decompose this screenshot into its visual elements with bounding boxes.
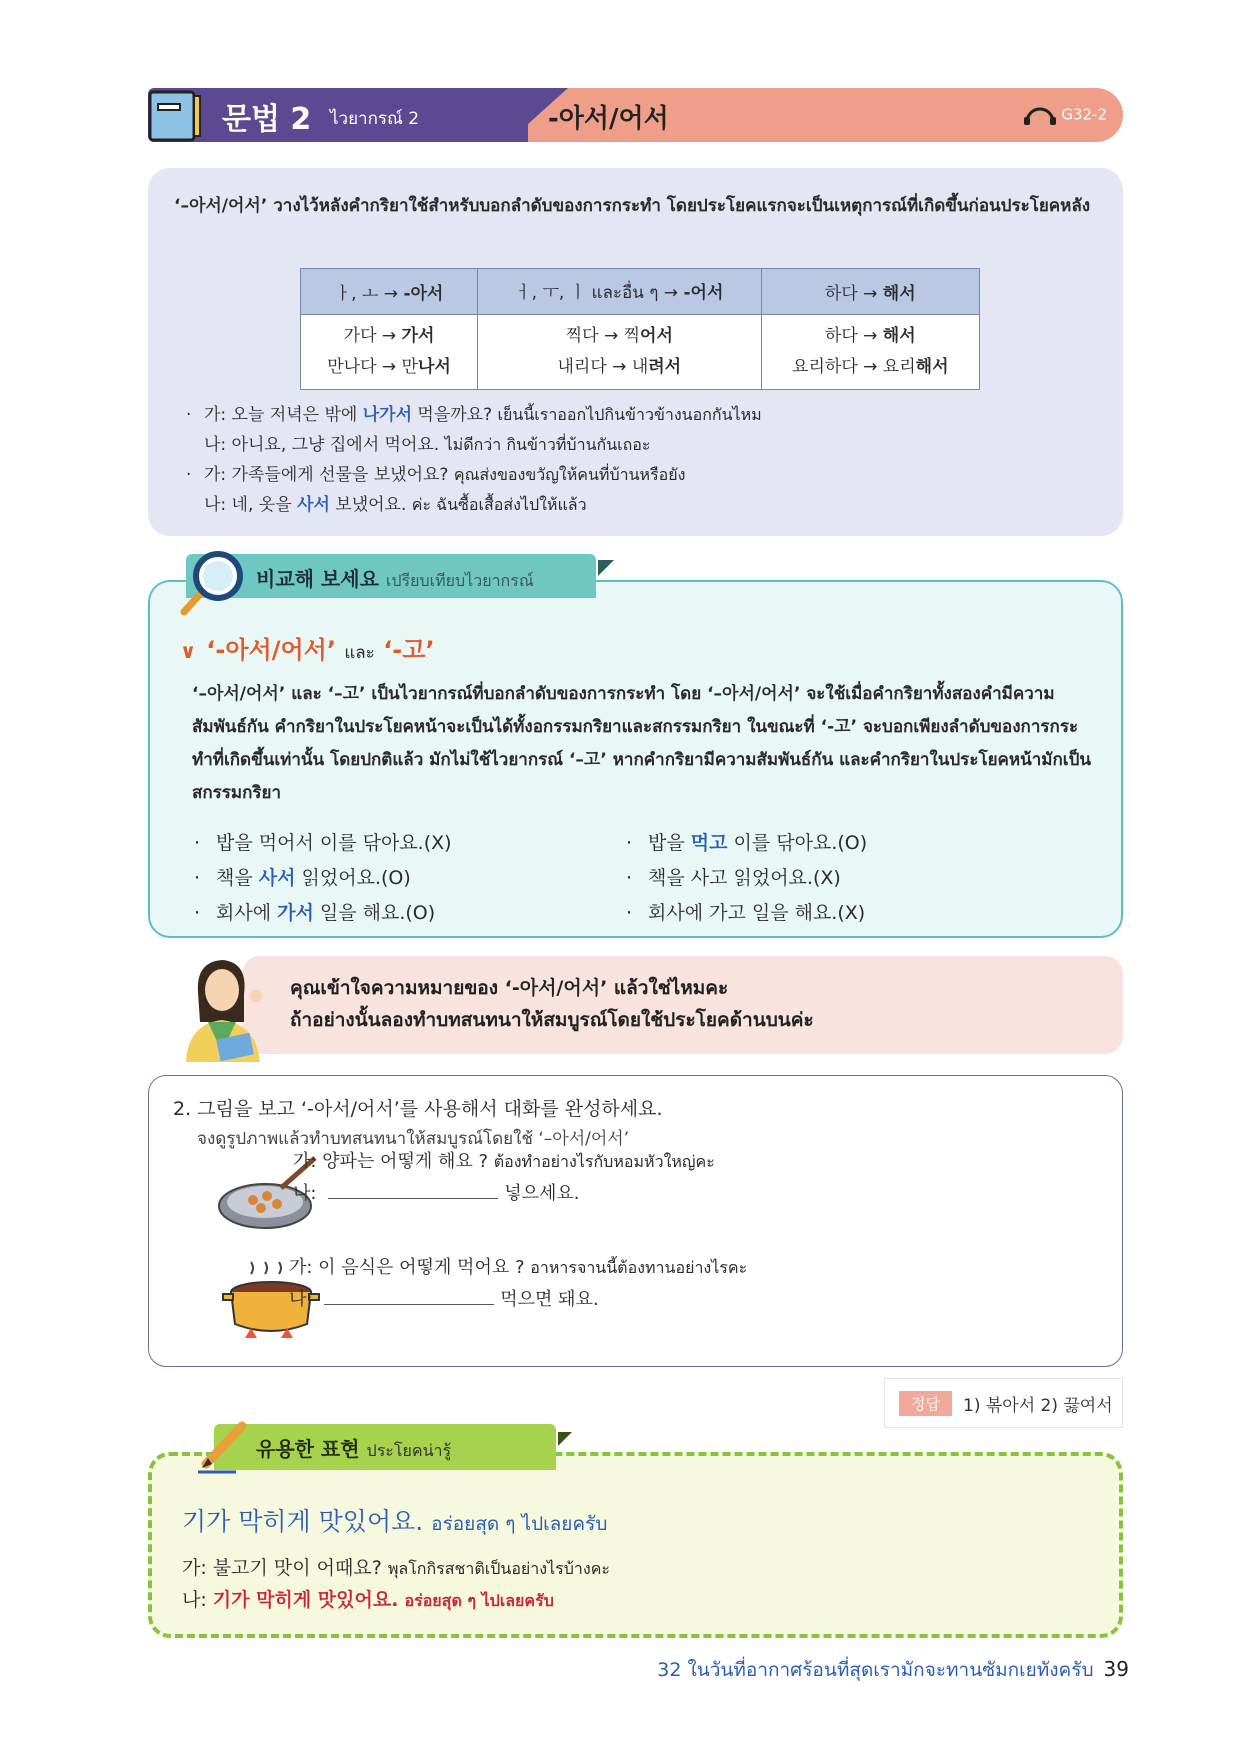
compare-description: ‘–아서/어서’ และ ‘–고’ เป็นไวยากรณ์ที่บอกลำดับของการกระทำ โดย ‘–아서/어서’ จะใช้เมื่อคำกริยาทั้งสองคำมีความสัมพันธ์กัน คำกริยาในประโยคหน้าจะเป็นได้ทั้งอกรรมกริยาและสกรรมกริยา ในขณะที่ ‘-고’ จะบอกเพียงลำดับของการกระทำที่เกิดขึ้นเท่านั้น โดยปกติแล้ว มักไม่ใช้ไวยากรณ์ ‘–고’ หากคำกริยามีความสัมพันธ์กัน และคำกริยาในประโยคหน้ามักเป็นสกรรมกริยา [192,684,1092,803]
audio-code: G32-2 [1061,105,1107,124]
list-item: · 회사에 가고 일을 해요.(X) [626,902,866,924]
teacher-illustration [178,952,268,1062]
dialogue-1: 가: 양파는 어떻게 해요 ? ต้องทำอย่างไรกับหอมหัวใหญ่คะ 나: 넣으세요. [293,1151,715,1204]
book-icon [148,90,202,142]
exercise-instruction: จงดูรูปภาพแล้วทำบทสนทนาให้สมบูรณ์โดยใช้ ‘–아서/어서’ [197,1129,630,1149]
grammar-title: 문법 2 [222,102,312,137]
table-header-row [301,269,980,315]
tip-text: คุณเข้าใจความหมายของ ‘-아서/어서’ แล้วใช่ไหมคะ ถ้าอย่างนั้นลองทำบทสนทนาให้สมบูรณ์โดยใช้ประโยคด้านบนค่ะ [290,977,814,1031]
page-number: 39 [1103,1657,1129,1681]
exercise-question: 2. 그림을 보고 ‘-아서/어서’를 사용해서 대화를 완성하세요. [173,1098,663,1120]
pen-icon [196,1418,250,1474]
list-item: · 책을 사서 읽었어요.(O) [194,867,411,889]
list-item: 나: 아니요, 그냥 집에서 먹어요. ไม่ดีกว่า กินข้าวที่บ้านกันเถอะ [204,435,651,455]
table-head-2: ㅓ, ㅜ, ㅣ และอื่น ๆ → -어서 [478,269,762,315]
grammar-subtitle: ไวยากรณ์ 2 [330,109,420,129]
page-footer [657,1655,1129,1685]
useful-heading: 기가 막히게 맛있어요. อร่อยสุด ๆ ไปเลยครับ [182,1507,608,1536]
grammar-description: ‘–아서/어서’ วางไว้หลังคำกริยาใช้สำหรับบอกลำดับของการกระทำ โดยประโยคแรกจะเป็นเหตุการณ์ที่เกิดขึ้นก่อนประโยคหลัง [174,196,1091,216]
grammar-topic: -아서/어서 [548,104,669,134]
lesson-title: 32 ในวันที่อากาศร้อนที่สุดเรามักจะทานซัมกเยทังครับ [657,1659,1094,1681]
answer-key [884,1378,1123,1428]
table-row: 가다 → 가서 만나다 → 만나서 찍다 → 찍어서 내리다 → 내려서 하다 → 해서 요리하다 → 요리해서 [301,315,980,390]
audio-track[interactable] [1023,104,1107,126]
useful-expression-box [148,1452,1123,1638]
answer-text: 1) 볶아서 2) 끓여서 [963,1396,1113,1416]
list-item: · 가: 가족들에게 선물을 보냈어요? คุณส่งของขวัญให้คนที่บ้านหรือยัง [186,465,686,485]
compare-box [148,580,1123,938]
list-item: 나: 네, 옷을 사서 보냈어요. ค่ะ ฉันซื้อเสื้อส่งไปให้แล้ว [204,495,587,515]
compare-heading: ∨ ‘-아서/어서’ และ ‘-고’ [180,636,435,664]
compare-left-examples [194,826,452,931]
section-header [148,88,1123,142]
grammar-explanation-box [148,168,1123,536]
useful-tab: 유용한 표현 ประโยคน่ารู้ [214,1424,556,1470]
list-item: · 회사에 가서 일을 해요.(O) [194,902,436,924]
table-head-1: ㅏ, ㅗ → -아서 [301,269,478,315]
compare-tab: 비교해 보세요 เปรียบเทียบไวยากรณ์ [186,554,596,598]
dialogue-2: 가: 이 음식은 어떻게 먹어요 ? อาหารจานนี้ต้องทานอย่างไรคะ 나: 먹으면 돼요. [289,1257,748,1310]
list-item: · 밥을 먹어서 이를 닦아요.(X) [194,832,452,854]
magnifier-icon [178,548,248,618]
compare-right-examples [626,826,867,931]
check-icon: ∨ [180,639,197,663]
answer-blank-1[interactable] [328,1181,498,1199]
conjugation-table [300,268,980,390]
list-item: · 가: 오늘 저녁은 밖에 나가서 먹을까요? เย็นนี้เราออกไปกินข้าวข้างนอกกันไหม [186,405,762,425]
exercise-box [148,1075,1123,1367]
list-item: · 책을 사고 읽었어요.(X) [626,867,841,889]
table-head-3: 하다 → 해서 [761,269,979,315]
answer-blank-2[interactable] [324,1287,494,1305]
list-item: · 밥을 먹고 이를 닦아요.(O) [626,832,868,854]
useful-line-2: 나: 기가 막히게 맛있어요. อร่อยสุด ๆ ไปเลยครับ [182,1589,554,1611]
headphones-icon [1023,104,1057,126]
useful-line-1: 가: 불고기 맛이 어때요? พุลโกกิรสชาติเป็นอย่างไรบ้างคะ [182,1557,610,1579]
answer-tag: 정답 [899,1391,952,1416]
example-dialogues [186,400,762,520]
